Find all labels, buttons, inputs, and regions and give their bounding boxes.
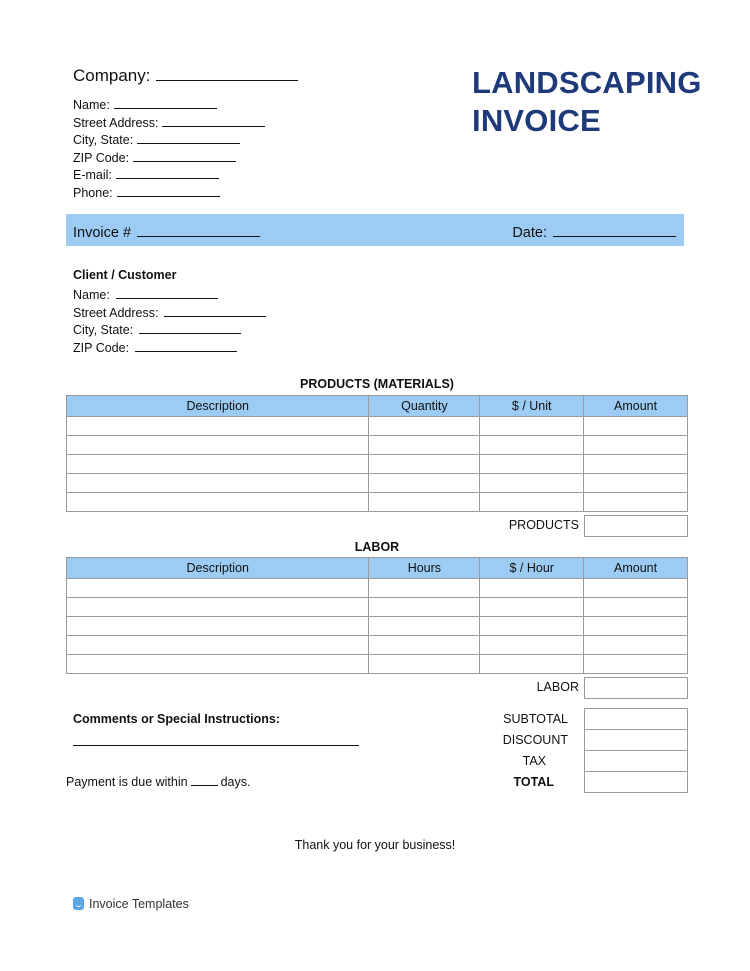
client-city-label: City, State: [73, 323, 134, 338]
table-cell[interactable] [67, 636, 369, 655]
payment-days-line[interactable] [191, 775, 218, 786]
date-field [512, 222, 676, 241]
sender-phone-label: Phone: [73, 185, 113, 200]
invoice-title [472, 64, 702, 140]
products-col-quantity: Quantity [369, 396, 480, 417]
table-cell[interactable] [480, 636, 584, 655]
table-cell[interactable] [584, 655, 688, 674]
table-cell[interactable] [584, 617, 688, 636]
table-cell[interactable] [480, 474, 584, 493]
sender-zip-label: ZIP Code: [73, 150, 130, 165]
labor-subtotal-box[interactable] [584, 677, 688, 699]
discount-box[interactable] [584, 729, 688, 751]
table-cell[interactable] [369, 579, 480, 598]
invoice-number-field [73, 222, 260, 241]
client-info [73, 286, 266, 356]
client-zip-line[interactable] [135, 339, 237, 352]
labor-table [66, 557, 688, 674]
table-row [67, 436, 688, 455]
tax-label: TAX [522, 754, 546, 768]
table-cell[interactable] [67, 417, 369, 436]
company-field [73, 64, 298, 86]
labor-col-amount: Amount [584, 558, 688, 579]
labor-title: LABOR [354, 540, 400, 554]
table-cell[interactable] [480, 579, 584, 598]
table-row [67, 617, 688, 636]
table-cell[interactable] [480, 493, 584, 512]
labor-col-description: Description [67, 558, 369, 579]
table-cell[interactable] [584, 455, 688, 474]
table-cell[interactable] [584, 579, 688, 598]
table-cell[interactable] [369, 493, 480, 512]
date-line[interactable] [553, 222, 676, 237]
labor-col-rate: $ / Hour [480, 558, 584, 579]
sender-name-label: Name: [73, 98, 110, 112]
date-label: Date: [512, 225, 547, 241]
invoice-number-label: Invoice # [73, 225, 132, 241]
table-cell[interactable] [369, 636, 480, 655]
discount-label: DISCOUNT [502, 733, 568, 747]
products-title: PRODUCTS (MATERIALS) [300, 377, 454, 391]
sender-city-label: City, State: [73, 133, 134, 148]
table-cell[interactable] [584, 493, 688, 512]
sender-email-line[interactable] [116, 166, 219, 179]
table-row [67, 636, 688, 655]
table-cell[interactable] [369, 474, 480, 493]
subtotal-box[interactable] [584, 708, 688, 730]
tax-box[interactable] [584, 750, 688, 772]
invoice-number-line[interactable] [137, 222, 260, 237]
table-cell[interactable] [67, 617, 369, 636]
client-street-line[interactable] [164, 304, 266, 317]
table-cell[interactable] [584, 474, 688, 493]
table-cell[interactable] [369, 455, 480, 474]
invoice-templates-icon [73, 897, 84, 910]
table-cell[interactable] [67, 579, 369, 598]
table-cell[interactable] [480, 417, 584, 436]
comments-input-line[interactable] [73, 745, 359, 746]
title-line-1: LANDSCAPING [472, 65, 702, 100]
company-label: Company: [73, 66, 151, 85]
payment-terms [66, 775, 250, 789]
products-col-unit: $ / Unit [480, 396, 584, 417]
table-cell[interactable] [584, 436, 688, 455]
table-cell[interactable] [67, 598, 369, 617]
table-cell[interactable] [67, 436, 369, 455]
sender-name-line[interactable] [114, 96, 217, 109]
table-cell[interactable] [480, 436, 584, 455]
products-subtotal-label: PRODUCTS [508, 518, 579, 532]
table-row [67, 417, 688, 436]
table-cell[interactable] [480, 655, 584, 674]
table-cell[interactable] [67, 474, 369, 493]
client-heading: Client / Customer [73, 268, 177, 282]
table-cell[interactable] [480, 598, 584, 617]
sender-street-label: Street Address: [73, 115, 159, 130]
client-name-line[interactable] [116, 286, 218, 299]
client-street-label: Street Address: [73, 305, 159, 320]
table-cell[interactable] [584, 598, 688, 617]
products-col-description: Description [67, 396, 369, 417]
sender-email-label: E-mail: [73, 168, 112, 183]
labor-header-row [67, 558, 688, 579]
table-row [67, 579, 688, 598]
comments-label: Comments or Special Instructions: [73, 712, 280, 726]
client-zip-label: ZIP Code: [73, 340, 130, 355]
thank-you-note: Thank you for your business! [294, 838, 456, 852]
table-cell[interactable] [369, 617, 480, 636]
table-cell[interactable] [584, 417, 688, 436]
table-cell[interactable] [67, 493, 369, 512]
table-cell[interactable] [369, 436, 480, 455]
table-cell[interactable] [369, 655, 480, 674]
subtotal-label: SUBTOTAL [503, 712, 568, 726]
sender-city-line[interactable] [137, 131, 240, 144]
payment-suffix: days. [220, 775, 251, 789]
labor-subtotal-label: LABOR [536, 680, 579, 694]
client-name-label: Name: [73, 288, 110, 302]
products-table [66, 395, 688, 512]
total-label: TOTAL [513, 775, 554, 789]
table-row [67, 455, 688, 474]
table-row [67, 493, 688, 512]
total-box[interactable] [584, 771, 688, 793]
products-header-row [67, 396, 688, 417]
table-cell[interactable] [67, 455, 369, 474]
labor-col-hours: Hours [369, 558, 480, 579]
products-subtotal-box[interactable] [584, 515, 688, 537]
payment-prefix: Payment is due within [66, 775, 188, 789]
table-cell[interactable] [67, 655, 369, 674]
table-cell[interactable] [369, 417, 480, 436]
title-line-2: INVOICE [472, 103, 601, 138]
sender-zip-line[interactable] [133, 149, 236, 162]
sender-phone-line[interactable] [117, 184, 220, 197]
products-col-amount: Amount [584, 396, 688, 417]
sender-info [73, 96, 265, 202]
table-cell[interactable] [480, 455, 584, 474]
company-input-line[interactable] [156, 64, 298, 81]
table-cell[interactable] [584, 636, 688, 655]
brand-name: Invoice Templates [89, 897, 189, 911]
table-row [67, 655, 688, 674]
brand-logo [73, 897, 189, 911]
table-cell[interactable] [369, 598, 480, 617]
table-row [67, 598, 688, 617]
table-cell[interactable] [480, 617, 584, 636]
sender-street-line[interactable] [162, 114, 265, 127]
invoice-band [66, 214, 684, 246]
table-row [67, 474, 688, 493]
client-city-line[interactable] [139, 321, 241, 334]
